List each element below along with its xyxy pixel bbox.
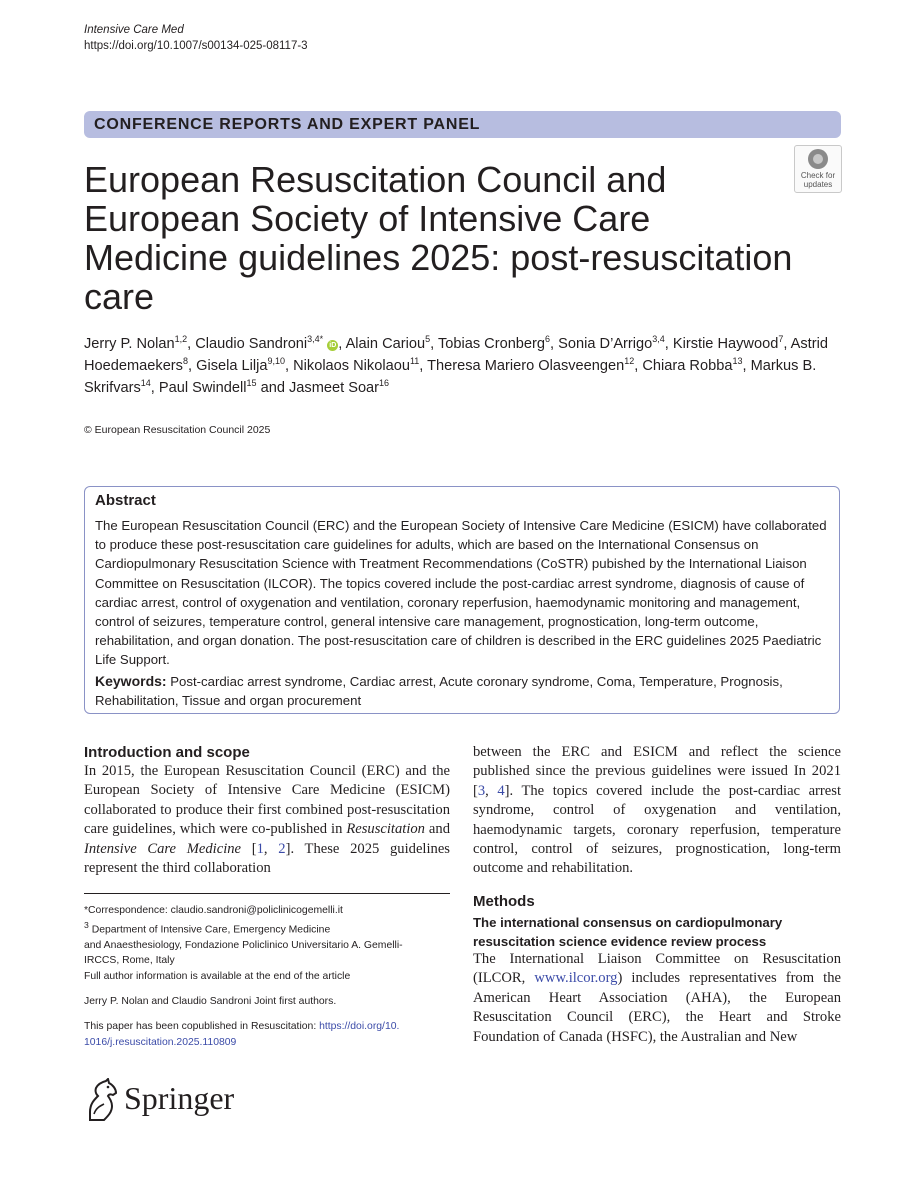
copublication-link-cont[interactable]: 1016/j.resuscitation.2025.110809 — [84, 1036, 237, 1048]
intro-paragraph-continued: between the ERC and ESICM and reflect the science published since the previous guidelines were issued In 2021 [3, 4]. The topics covered include the post-cardiac arrest syndrome, control of oxygenation and ventilation, haemodynamic targets, coronary reperfusion, temperature control, control of seizures, prognostication, long-term outcome and rehabilitation. — [473, 744, 841, 877]
author-name[interactable]: Claudio Sandroni — [195, 336, 308, 352]
springer-wordmark: Springer — [124, 1080, 235, 1116]
author-affiliation-sup: 12 — [624, 356, 635, 367]
journal-header — [84, 22, 308, 54]
author-affiliation-sup: 1,2 — [174, 334, 188, 345]
copublication-note: This paper has been copublished in Resuscitation: https://doi.org/10. 1016/j.resuscitation.2025.110809 — [84, 1021, 400, 1048]
author-affiliation-sup: 15 — [246, 378, 257, 389]
author-name[interactable]: Chiara Robba — [642, 358, 733, 374]
author-affiliation-sup: 13 — [732, 356, 743, 367]
footnotes — [84, 903, 450, 1050]
author-name[interactable]: Alain Cariou — [345, 336, 426, 352]
copublication-link[interactable]: https://doi.org/10. — [319, 1021, 400, 1033]
abstract-text: The European Resuscitation Council (ERC) and the European Society of Intensive Care Medicine (ESICM) have collaborated to produce these post-resuscitation care guidelines for adults, which are based on the International Consensus on Cardiopulmonary Resuscitation Science with Treatment Recommendations (CoSTR) pubished by the International Liaison Committee on Resuscitation (ILCOR). The topics covered include the post-cardiac arrest syndrome, diagnosis of cause of cardiac arrest, control of oxygenation and ventilation, coronary reperfusion, haemodynamic monitoring and management, control of seizures, temperature control, general intensive care management, prognostication, long-term outcome, rehabilitation, and organ donation. The post-resuscitation care of children is described in the ERC guidelines 2025 Paediatric Life Support. — [95, 518, 827, 668]
section-banner — [84, 111, 841, 138]
article-doi[interactable]: https://doi.org/10.1007/s00134-025-08117-3 — [84, 40, 308, 52]
author-name[interactable]: Paul Swindell — [158, 380, 247, 396]
citation-link-3[interactable]: 3 — [477, 782, 486, 799]
intro-heading: Introduction and scope — [84, 744, 250, 761]
journal-ref-resuscitation: Resuscitation — [346, 821, 425, 838]
author-name[interactable]: Sonia D’Arrigo — [558, 336, 653, 352]
author-affiliation-sup: 9,10 — [267, 356, 286, 367]
journal-ref-icm: Intensive Care Medicine — [84, 840, 242, 857]
intro-paragraph: In 2015, the European Resuscitation Council (ERC) and the European Society of Intensive Care Medicine (ESICM) collaborated to produce their first combined post-resuscitation care guidelines, which were co-published in Resuscitation and Intensive Care Medicine [1, 2]. These 2025 guidelines represent the third collaboration — [84, 763, 450, 877]
author-name[interactable]: Kirstie Haywood — [672, 336, 779, 352]
citation-link-4[interactable]: 4 — [497, 782, 505, 799]
author-name[interactable]: Tobias Cronberg — [437, 336, 546, 352]
author-affiliation-sup: 11 — [409, 356, 420, 367]
full-author-info-note: Full author information is available at the end of the article — [84, 970, 351, 982]
author-list: Jerry P. Nolan$^{1,2}$, Claudio Sandroni$^{3,4*}$ iD , Alain Cariou$^5$, Tobias Cronberg$^6$, Sonia D’Arrigo$^{3,4}$, Kirstie Haywood$^7$, Astrid Hoedemaekers$^8$, Gisela Lilja$^{9,10}$, Nikolaos Nikolaou$^{11}$, Theresa Mariero Olasveengen$^{12}$, Chiara Robba$^{13}$, Markus B. Skrifvars$^{14}$, Paul Swindell$^{15}$ and Jasmeet Soar$^{16}$ — [84, 334, 828, 396]
author-name[interactable]: Jerry P. Nolan — [84, 336, 175, 352]
methods-subheading: The international consensus on cardiopulmonary resuscitation science evidence review process — [473, 915, 783, 949]
section-banner-label: CONFERENCE REPORTS AND EXPERT PANEL — [94, 116, 481, 133]
author-affiliation-sup: 14 — [140, 378, 151, 389]
methods-heading: Methods — [473, 893, 535, 910]
affiliation-line-3: IRCCS, Rome, Italy — [84, 955, 175, 967]
abstract-heading: Abstract — [95, 492, 156, 509]
orcid-icon[interactable]: iD — [329, 342, 337, 349]
citation-link-1[interactable]: 1 — [256, 840, 264, 857]
author-name[interactable]: Markus B. Skrifvars — [84, 358, 817, 396]
joint-first-authors-note: Jerry P. Nolan and Claudio Sandroni Joint first authors. — [84, 995, 337, 1007]
check-updates-icon — [808, 149, 828, 169]
keywords — [95, 672, 833, 710]
author-name[interactable]: Nikolaos Nikolaou — [293, 358, 410, 374]
methods-paragraph: The International Liaison Committee on Resuscitation (ILCOR, www.ilcor.org) includes representatives from the American Heart Association (AHA), the European Resuscitation Council (ERC), the Heart and Stroke Foundation of Canada (HSFC), the Australian and New — [473, 951, 841, 1045]
author-affiliation-sup: 7 — [778, 334, 784, 345]
check-updates-label: Check for updates — [800, 171, 836, 189]
footnote-divider — [84, 893, 450, 894]
author-affiliation-sup: 3,4* — [307, 334, 324, 345]
journal-name: Intensive Care Med — [84, 24, 184, 36]
author-affiliation-sup: 5 — [425, 334, 431, 345]
springer-logo — [84, 1078, 264, 1124]
author-name[interactable]: Astrid Hoedemaekers — [84, 336, 828, 374]
affiliation-note: $^3$ Department of Intensive Care, Emergency Medicine — [84, 920, 331, 936]
author-name[interactable]: Jasmeet Soar — [289, 380, 380, 396]
copyright-notice: © European Resuscitation Council 2025 — [84, 424, 271, 436]
affiliation-line-2: and Anaesthesiology, Fondazione Policlinico Universitario A. Gemelli- — [84, 940, 403, 952]
author-name[interactable]: Gisela Lilja — [196, 358, 268, 374]
correspondence-note: *Correspondence: claudio.sandroni@policlinicogemelli.it — [84, 905, 343, 916]
keywords-list: Post-cardiac arrest syndrome, Cardiac arrest, Acute coronary syndrome, Coma, Temperature, Prognosis, Rehabilitation, Tissue and organ procurement — [95, 674, 783, 709]
author-affiliation-sup: 3,4 — [652, 334, 665, 345]
ilcor-link[interactable]: www.ilcor.org — [534, 970, 618, 987]
article-title: European Resuscitation Council and European Society of Intensive Care Medicine guidelines 2025: post-resuscitation care — [84, 159, 793, 317]
keywords-label: Keywords: — [95, 673, 167, 689]
author-affiliation-sup: 8 — [182, 356, 188, 367]
author-affiliation-sup: 16 — [379, 378, 390, 389]
author-affiliation-sup: 6 — [545, 334, 551, 345]
springer-horse-icon — [84, 1078, 120, 1122]
citation-link-2[interactable]: 2 — [278, 840, 286, 857]
author-name[interactable]: Theresa Mariero Olasveengen — [427, 358, 625, 374]
